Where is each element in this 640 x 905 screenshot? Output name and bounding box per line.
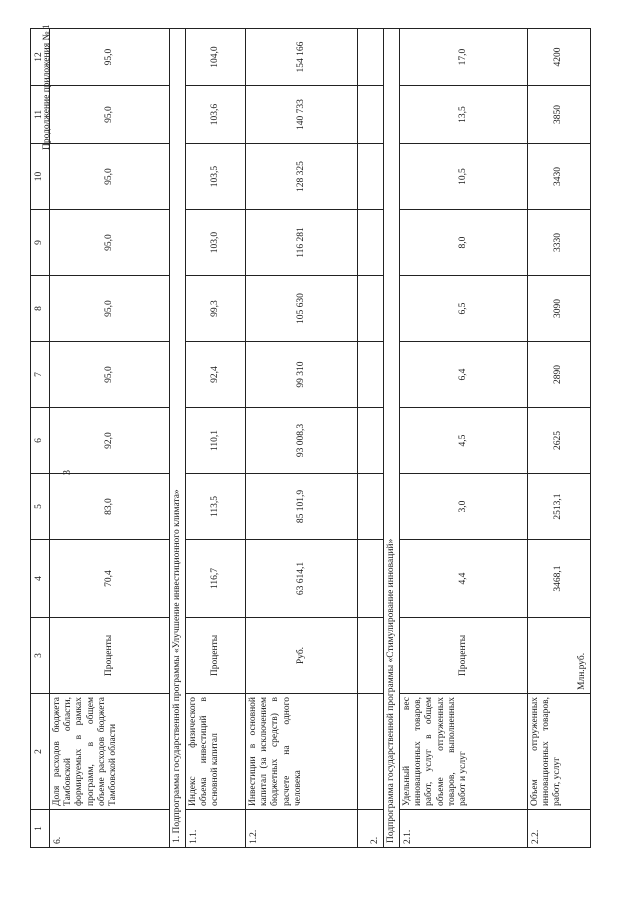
value-cell: 3,0 xyxy=(400,473,527,539)
value-cell: 6,4 xyxy=(400,341,527,407)
value-cell: 105 630 xyxy=(246,275,357,341)
empty-cell xyxy=(358,143,383,209)
unit: Проценты xyxy=(186,617,245,693)
value-cell: 95,0 xyxy=(50,85,169,143)
value-cell: 85 101,9 xyxy=(246,473,357,539)
header-cell: 10 xyxy=(31,143,49,209)
subprogram-title: Подпрограмма государственной программы «Стимулирование инноваций» xyxy=(386,538,396,843)
value-cell: 70,4 xyxy=(50,539,169,617)
header-cell: 11 xyxy=(31,85,49,143)
table-row xyxy=(50,29,170,847)
unit: Проценты xyxy=(400,617,527,693)
value-cell: 4,4 xyxy=(400,539,527,617)
value-cell: 99,3 xyxy=(186,275,245,341)
value-cell: 3850 xyxy=(528,85,590,143)
empty-cell xyxy=(358,209,383,275)
table-header-row xyxy=(31,29,50,847)
value-cell: 2625 xyxy=(528,407,590,473)
header-cell: 7 xyxy=(31,341,49,407)
unit: Млн.руб. xyxy=(528,617,590,693)
indicators-table xyxy=(30,28,591,848)
row-number: 1.2. xyxy=(246,809,357,847)
value-cell: 63 614,1 xyxy=(246,539,357,617)
empty-cell xyxy=(358,275,383,341)
value-cell: 95,0 xyxy=(50,341,169,407)
empty-cell xyxy=(358,693,383,809)
value-cell: 93 008,3 xyxy=(246,407,357,473)
table-row xyxy=(528,29,590,847)
empty-cell xyxy=(358,473,383,539)
value-cell: 3468,1 xyxy=(528,539,590,617)
empty-cell xyxy=(358,539,383,617)
unit: Руб. xyxy=(246,617,357,693)
header-cell: 6 xyxy=(31,407,49,473)
value-cell: 116 281 xyxy=(246,209,357,275)
header-cell: 5 xyxy=(31,473,49,539)
value-cell: 92,4 xyxy=(186,341,245,407)
value-cell: 4,5 xyxy=(400,407,527,473)
value-cell: 92,0 xyxy=(50,407,169,473)
value-cell: 2513,1 xyxy=(528,473,590,539)
row-number: 2. xyxy=(358,809,383,847)
indicator-name: Инвестиции в основной капитал (за исключением бюджетных средств) в расчете на одного человека xyxy=(246,693,357,809)
header-cell: 4 xyxy=(31,539,49,617)
value-cell: 4200 xyxy=(553,47,564,67)
value-cell: 8,0 xyxy=(400,209,527,275)
indicator-name: Доля расходов бюджета Тамбовской области, формируемых в рамках программ, в общем объеме расходов бюджета Тамбовской области xyxy=(50,693,169,809)
value-cell: 95,0 xyxy=(103,48,114,66)
row-number: 2.1. xyxy=(400,809,527,847)
indicator-name: Удельный вес инновационных товаров, работ, услуг в общем объеме отгруженных товаров, выполненных работ и услуг xyxy=(400,693,527,809)
value-cell: 110,1 xyxy=(186,407,245,473)
unit: Проценты xyxy=(50,617,169,693)
empty-cell xyxy=(358,85,383,143)
value-cell: 103,5 xyxy=(186,143,245,209)
header-cell: 3 xyxy=(31,617,49,693)
value-cell: 140 733 xyxy=(246,85,357,143)
empty-cell xyxy=(358,29,383,85)
table-row xyxy=(358,29,384,847)
header-cell: 1 xyxy=(31,809,49,847)
page-number: 3 xyxy=(62,470,73,475)
value-cell: 3430 xyxy=(528,143,590,209)
value-cell: 104,0 xyxy=(209,46,220,68)
value-cell: 154 166 xyxy=(295,41,306,73)
empty-cell xyxy=(358,407,383,473)
value-cell: 103,6 xyxy=(186,85,245,143)
value-cell: 116,7 xyxy=(186,539,245,617)
value-cell: 99 310 xyxy=(246,341,357,407)
value-cell: 17,0 xyxy=(457,48,468,66)
value-cell: 128 325 xyxy=(246,143,357,209)
header-cell: 9 xyxy=(31,209,49,275)
header-cell: 12 xyxy=(34,52,44,62)
header-cell: 8 xyxy=(31,275,49,341)
value-cell: 103,0 xyxy=(186,209,245,275)
value-cell: 83,0 xyxy=(50,473,169,539)
table-row xyxy=(400,29,528,847)
indicator-name: Индекс физического объема инвестиций в основной капитал xyxy=(186,693,245,809)
table-row xyxy=(186,29,246,847)
value-cell: 6,5 xyxy=(400,275,527,341)
header-cell: 2 xyxy=(31,693,49,809)
subprogram-row xyxy=(170,29,186,847)
value-cell: 3330 xyxy=(528,209,590,275)
indicator-name: Объем отгруженных инновационных товаров, работ, услуг xyxy=(528,693,590,809)
table-row xyxy=(246,29,358,847)
subprogram-title: 1. Подпрограмма государственной программы «Улучшение инвестиционного климата» xyxy=(172,489,182,843)
value-cell: 10,5 xyxy=(400,143,527,209)
value-cell: 95,0 xyxy=(50,143,169,209)
value-cell: 2890 xyxy=(528,341,590,407)
empty-cell xyxy=(358,617,383,693)
value-cell: 3090 xyxy=(528,275,590,341)
value-cell: 13,5 xyxy=(400,85,527,143)
row-number: 2.2. xyxy=(528,809,590,847)
value-cell: 113,5 xyxy=(186,473,245,539)
row-number: 1.1. xyxy=(186,809,245,847)
empty-cell xyxy=(358,341,383,407)
value-cell: 95,0 xyxy=(50,209,169,275)
value-cell: 95,0 xyxy=(50,275,169,341)
subprogram-row xyxy=(384,29,400,847)
appendix-caption: Продолжение приложения № 1 xyxy=(42,24,52,150)
row-number: 6. xyxy=(50,809,169,847)
